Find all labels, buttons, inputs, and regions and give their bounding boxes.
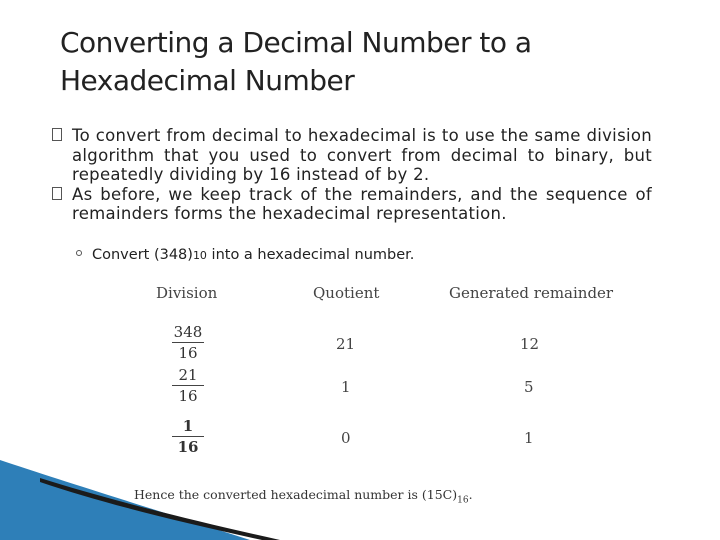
fraction-denominator: 16 [177, 438, 199, 456]
fraction-denominator: 16 [178, 387, 198, 405]
quotient-value: 21 [336, 335, 356, 353]
conclusion-subscript: 16 [457, 495, 469, 506]
fraction-numerator: 348 [173, 323, 203, 341]
bullet-list [52, 126, 652, 224]
quotient-value: 1 [341, 378, 351, 396]
sub-bullet [76, 247, 414, 263]
fraction-numerator: 1 [182, 417, 194, 435]
fraction-numerator: 21 [178, 366, 198, 384]
bullet-item [52, 185, 652, 224]
title-line-2: Hexadecimal Number [60, 64, 355, 97]
fraction-denominator: 16 [178, 344, 198, 362]
remainder-value: 12 [520, 335, 540, 353]
bullet-item [52, 126, 652, 185]
decorative-swoosh [0, 450, 300, 540]
fraction-bar [172, 385, 204, 386]
bullet-text: As before, we keep track of the remainders, and the sequence of remainders forms the hexadecimal representation. [72, 184, 652, 223]
conclusion-end: . [468, 487, 473, 502]
slide-title [60, 24, 700, 100]
title-line-1: Converting a Decimal Number to a [60, 26, 532, 59]
division-fraction [172, 323, 204, 362]
bullet-box-icon [52, 128, 62, 141]
bullet-text: To convert from decimal to hexadecimal is to use the same division algorithm that you used to convert from decimal to binary, but repeatedly dividing by 16 instead of by 2. [72, 126, 652, 184]
header-quotient: Quotient [313, 284, 380, 302]
bullet-box-icon [52, 187, 62, 200]
header-division: Division [156, 284, 218, 302]
sub-bullet-suffix: into a hexadecimal number. [206, 247, 415, 263]
remainder-value: 1 [524, 429, 534, 447]
division-fraction [172, 366, 204, 405]
sub-bullet-subscript: 10 [192, 249, 207, 262]
fraction-bar [172, 342, 204, 343]
sub-bullet-prefix: Convert (348) [92, 247, 193, 263]
fraction-bar [172, 436, 204, 437]
quotient-value: 0 [341, 429, 351, 447]
conclusion-main: Hence the converted hexadecimal number is (15C) [134, 487, 458, 502]
ring-bullet-icon [76, 250, 82, 256]
remainder-value: 5 [524, 378, 534, 396]
header-remainder: Generated remainder [449, 284, 614, 302]
